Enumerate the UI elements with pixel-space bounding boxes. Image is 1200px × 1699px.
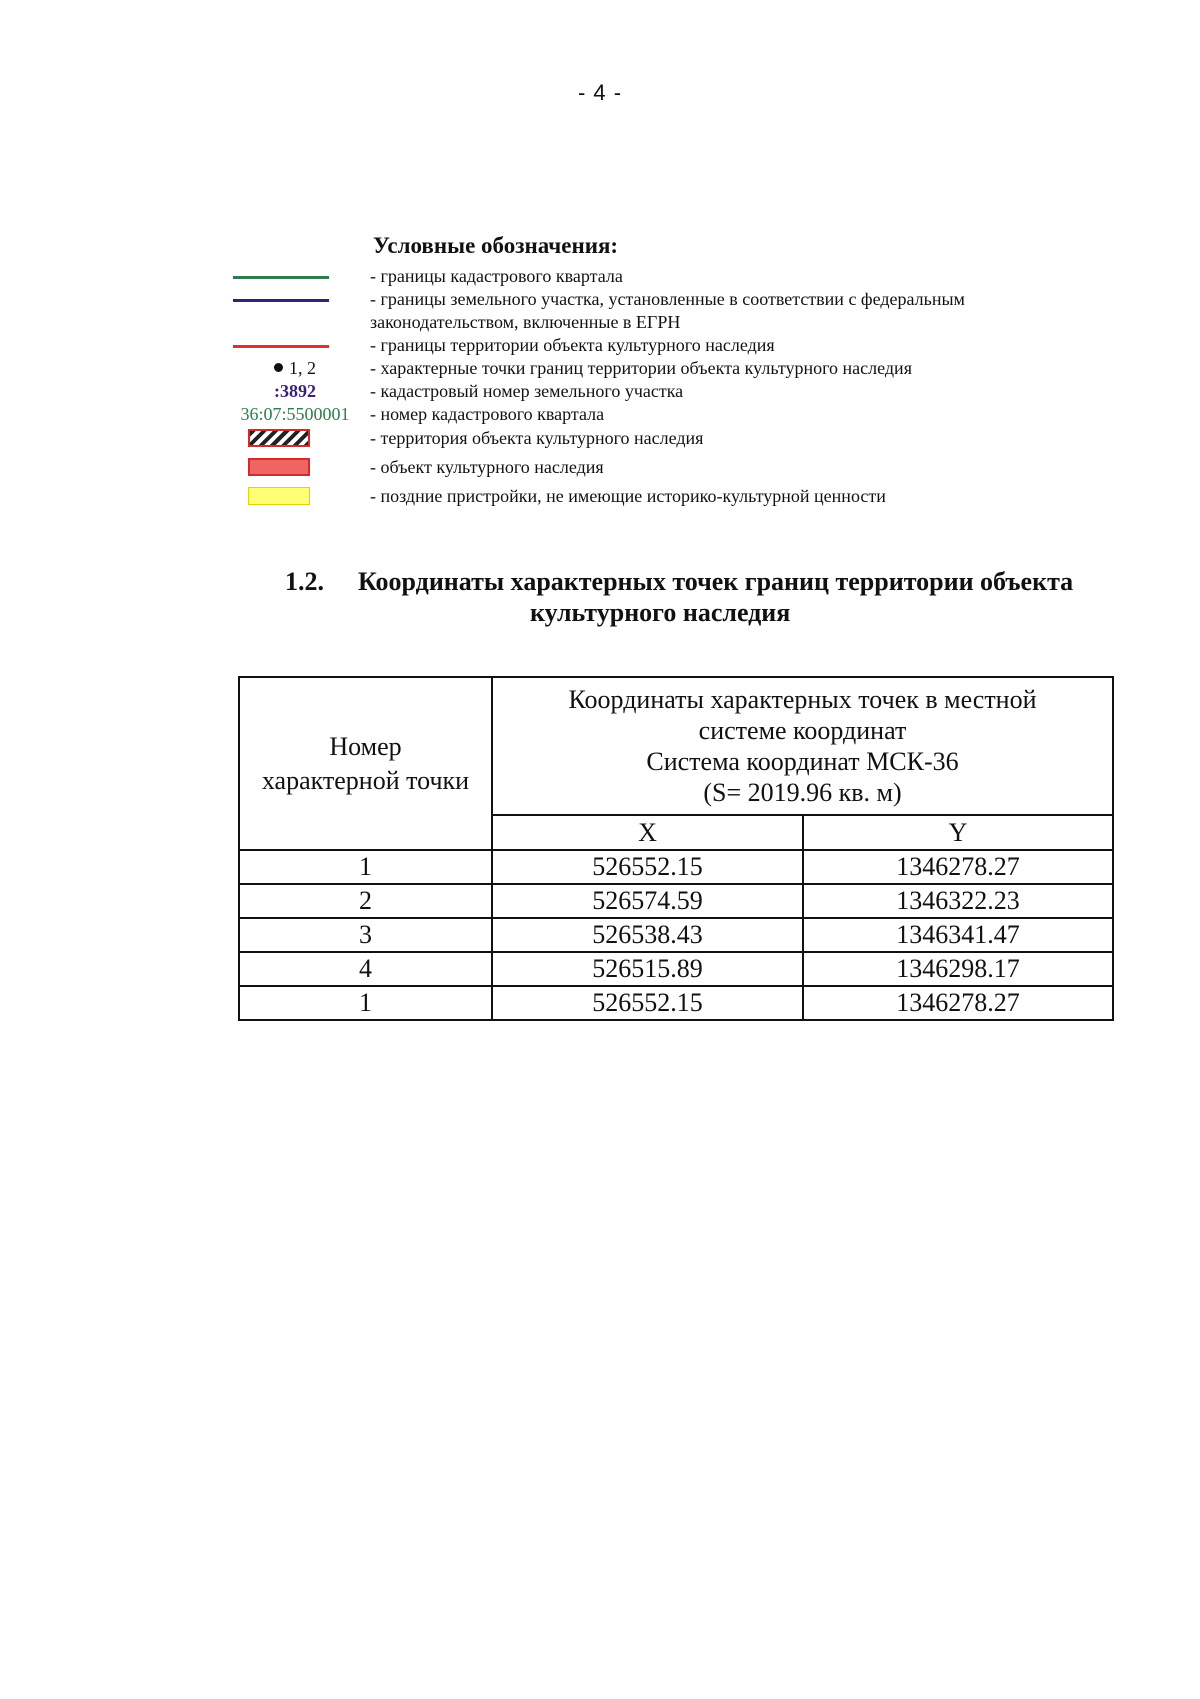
- coords-header-line3: Система координат МСК-36: [646, 747, 959, 776]
- legend-item-late-annexes: [0, 485, 1200, 508]
- green-line-symbol: [233, 276, 329, 279]
- legend-item-text: - кадастровый номер земельного участка: [370, 381, 684, 401]
- legend-item-parcel-number: [0, 380, 1200, 403]
- column-y-header: Y: [803, 815, 1113, 850]
- table-row: [239, 952, 1113, 986]
- point-cell: 1: [239, 986, 492, 1020]
- legend-item-heritage-object: [0, 456, 1200, 479]
- table-row: [239, 918, 1113, 952]
- point-cell: 1: [239, 850, 492, 884]
- y-cell: 1346322.23: [803, 884, 1113, 918]
- legend-item-text: - территория объекта культурного наследия: [370, 428, 704, 448]
- dot-icon: [274, 363, 283, 372]
- x-cell: 526552.15: [492, 986, 803, 1020]
- section-title-line1: Координаты характерных точек границ территории объекта: [358, 567, 1074, 596]
- yellow-box-symbol: [248, 487, 310, 505]
- parcel-number-symbol: :3892: [274, 381, 316, 401]
- legend-item-text: - объект культурного наследия: [370, 457, 604, 477]
- legend-item-heritage-territory: [0, 427, 1200, 450]
- legend-item-text: - границы кадастрового квартала: [370, 266, 623, 286]
- point-header-line1: Номер: [329, 731, 402, 761]
- y-cell: 1346341.47: [803, 918, 1113, 952]
- purple-line-symbol: [233, 299, 329, 302]
- point-symbol-label: 1, 2: [289, 358, 316, 378]
- legend-item-text-line2: законодательством, включенные в ЕГРН: [370, 312, 681, 332]
- coords-header-line2: системе координат: [698, 716, 907, 745]
- table-header-row: [239, 677, 1113, 815]
- point-symbol: [220, 357, 370, 380]
- x-cell: 526515.89: [492, 952, 803, 986]
- x-cell: 526574.59: [492, 884, 803, 918]
- block-number-symbol: 36:07:5500001: [240, 404, 350, 424]
- legend-item-text: - поздние пристройки, не имеющие историко-культурной ценности: [370, 486, 886, 506]
- coords-header-line1: Координаты характерных точек в местной: [568, 685, 1037, 714]
- legend-item-heritage-boundary: [0, 334, 1200, 357]
- legend-item-parcel-boundary: [0, 288, 1200, 334]
- legend-item-block-number: [0, 403, 1200, 426]
- legend-item-text-line1: - границы земельного участка, установленные в соответствии с федеральным: [370, 289, 965, 309]
- section-title-line2: культурного наследия: [530, 598, 791, 627]
- legend-item-text: - границы территории объекта культурного наследия: [370, 335, 775, 355]
- y-cell: 1346278.27: [803, 850, 1113, 884]
- point-number-header: [239, 677, 492, 850]
- table-row: [239, 986, 1113, 1020]
- point-cell: 4: [239, 952, 492, 986]
- section-number: 1.2.: [285, 567, 324, 596]
- legend-item-block-boundary: [0, 265, 1200, 288]
- coords-header-line4: (S= 2019.96 кв. м): [703, 778, 902, 807]
- x-cell: 526552.15: [492, 850, 803, 884]
- table-row: [239, 884, 1113, 918]
- y-cell: 1346278.27: [803, 986, 1113, 1020]
- y-cell: 1346298.17: [803, 952, 1113, 986]
- coordinates-header: [492, 677, 1113, 815]
- legend-item-points: [0, 357, 1200, 380]
- legend-item-text: - номер кадастрового квартала: [370, 404, 605, 424]
- column-x-header: X: [492, 815, 803, 850]
- legend-item-text: [370, 288, 965, 334]
- hatched-box-symbol: [248, 429, 310, 447]
- coordinates-table: [238, 676, 1114, 1021]
- red-line-symbol: [233, 345, 329, 348]
- point-header-line2: характерной точки: [261, 765, 470, 795]
- red-box-symbol: [248, 458, 310, 476]
- point-cell: 3: [239, 918, 492, 952]
- page-number: - 4 -: [577, 80, 623, 105]
- table-row: [239, 850, 1113, 884]
- point-cell: 2: [239, 884, 492, 918]
- legend-item-text: - характерные точки границ территории объекта культурного наследия: [370, 358, 912, 378]
- x-cell: 526538.43: [492, 918, 803, 952]
- legend-title: Условные обозначения:: [373, 233, 619, 258]
